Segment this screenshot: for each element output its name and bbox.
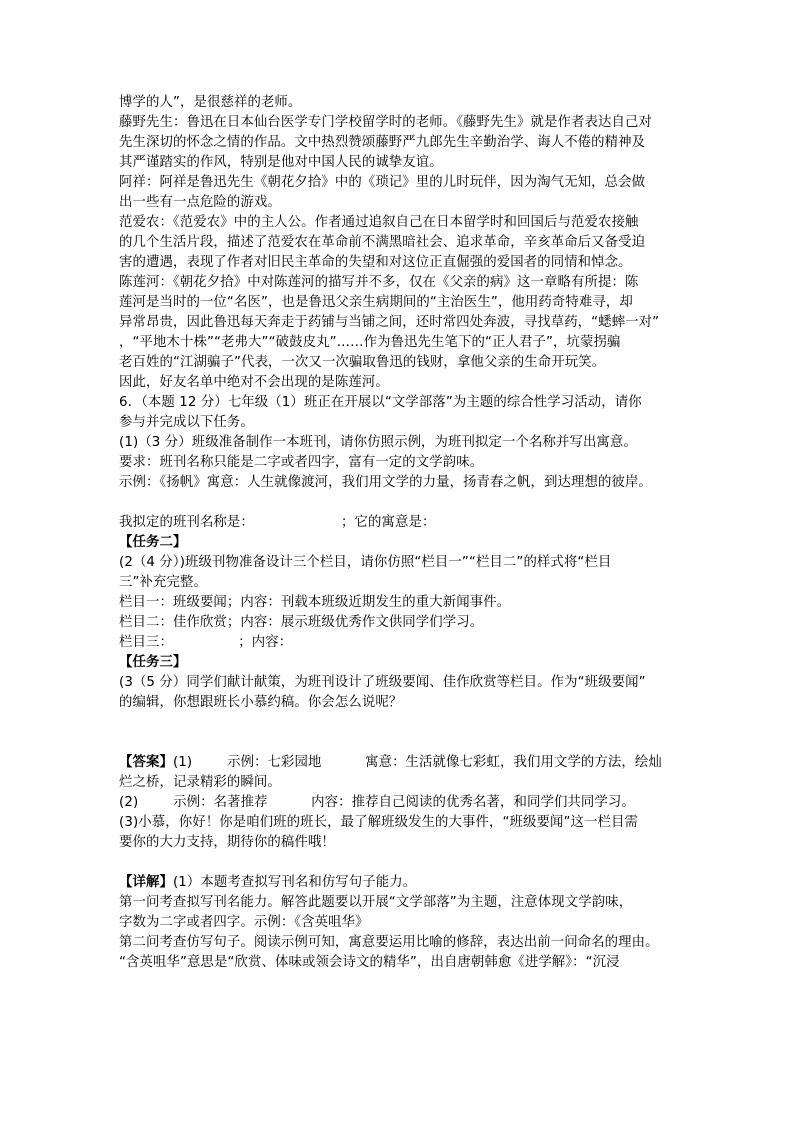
text-line: 其严谨踏实的作风，特别是他对中国人民的诚挚友谊。 xyxy=(119,155,443,170)
detail-label: 【详解】 xyxy=(119,875,173,890)
question-line: 三”补充完整。 xyxy=(119,575,207,590)
question-line: (3（5 分）同学们献计献策，为班刊设计了班级要闻、佳作欣赏等栏目。作为“班级要闻” xyxy=(119,675,646,690)
detail-line: “含英咀华”意思是“欣赏、体味或领会诗文的精华”，出自唐朝韩愈《进学解》：“沉浸 xyxy=(119,955,620,970)
spacer xyxy=(119,493,685,513)
text-line: 的几个生活片段，描述了范爱农在革命前不满黑暗社会、追求革命，辛亥革命后又备受迫 xyxy=(119,235,646,250)
text-line: 老百姓的“江湖骗子”代表，一次又一次骗取鲁迅的钱财，拿他父亲的生命开玩笑。 xyxy=(119,355,606,370)
answer-line xyxy=(119,753,685,773)
answer-text: (1) 示例：七彩园地 寓意：生活就像七彩虹，我们用文学的方法，绘灿 xyxy=(172,755,662,770)
question-line: 栏目二：佳作欣赏；内容：展示班级优秀作文供同学们学习。 xyxy=(119,615,484,630)
answer-blank-line: 栏目三： ；内容： xyxy=(119,635,293,650)
text-line: 异常昂贵，因此鲁迅每天奔走于药铺与当铺之间，还时常四处奔波，寻找草药，“蟋蟀一对” xyxy=(119,315,660,330)
text-line: 害的遭遇，表现了作者对旧民主革命的失望和对这位正直倔强的爱国者的同情和悼念。 xyxy=(119,255,632,270)
answer-line: 烂之桥，记录精彩的瞬间。 xyxy=(119,775,281,790)
text-line: 陈莲河：《朝花夕拾》中对陈莲河的描写并不多，仅在《父亲的病》这一章略有所提：陈 xyxy=(119,275,639,290)
task2-heading: 【任务二】 xyxy=(119,535,187,550)
text-line: 莲河是当时的一位“名医”，也是鲁迅父亲生病期间的“主治医生”，他用药奇特难寻，却 xyxy=(119,295,633,310)
detail-text: (1）本题考查拟写刊名和仿写句子能力。 xyxy=(172,875,417,890)
text-line: 阿祥：阿祥是鲁迅先生《朝花夕拾》中的《琐记》里的儿时玩伴，因为淘气无知，总会做 xyxy=(119,175,646,190)
question-line: 参与并完成以下任务。 xyxy=(119,415,254,430)
detail-line: 字数为二字或者四字。示例：《含英咀华》 xyxy=(119,915,369,930)
document-body xyxy=(119,93,685,973)
question-line: 栏目一：班级要闻；内容：刊载本班级近期发生的重大新闻事件。 xyxy=(119,595,511,610)
answer-line: (2) 示例：名著推荐 内容：推荐自己阅读的优秀名著，和同学们共同学习。 xyxy=(119,795,635,810)
text-line: 先生深切的怀念之情的作品。文中热烈赞颂藤野严九郎先生辛勤治学、诲人不倦的精神及 xyxy=(119,135,646,150)
answer-line: (3)小慕，你好！你是咱们班的班长，最了解班级发生的大事件，“班级要闻”这一栏目需 xyxy=(119,815,639,830)
question-line: 要求：班刊名称只能是二字或者四字，富有一定的文学韵味。 xyxy=(119,455,484,470)
question-line: 的编辑，你想跟班长小慕约稿。你会怎么说呢？ xyxy=(119,695,403,710)
spacer xyxy=(119,853,685,873)
text-line: 范爱农：《范爱农》中的主人公。作者通过追叙自己在日本留学时和回国后与范爱农接触 xyxy=(119,215,639,230)
text-line: 藤野先生：鲁迅在日本仙台医学专门学校留学时的老师。《藤野先生》就是作者表达自己对 xyxy=(119,115,652,130)
detail-line xyxy=(119,873,685,893)
question-line: (2（4 分）)班级刊物准备设计三个栏目，请你仿照“栏目一”“栏目二”的样式将“栏目 xyxy=(119,555,612,570)
answer-line: 要你的大力支持，期待你的稿件哦！ xyxy=(119,835,335,850)
text-line: 出一些有一点危险的游戏。 xyxy=(119,195,281,210)
question-line: 6．（本题 12 分）七年级（1）班正在开展以“文学部落”为主题的综合性学习活动，请你 xyxy=(119,395,642,410)
question-line: 示例：《扬帆》寓意：人生就像渡河，我们用文学的力量，扬青春之帆，到达理想的彼岸。 xyxy=(119,475,652,490)
answer-label: 【答案】 xyxy=(119,755,173,770)
question-line: (1)（3 分）班级准备制作一本班刊，请你仿照示例，为班刊拟定一个名称并写出寓意。 xyxy=(119,435,637,450)
task3-heading: 【任务三】 xyxy=(119,655,187,670)
answer-blank-line: 我拟定的班刊名称是： ；它的寓意是： xyxy=(119,515,436,530)
spacer xyxy=(119,713,685,753)
text-line: 博学的人”，是很慈祥的老师。 xyxy=(119,95,302,110)
text-line: 因此，好友名单中绝对不会出现的是陈莲河。 xyxy=(119,375,389,390)
text-line: ，“平地木十株”“老弗大”“破鼓皮丸”……作为鲁迅先生笔下的“正人君子”，坑蒙拐骗 xyxy=(119,335,621,350)
detail-line: 第一问考查拟写刊名能力。解答此题要以开展“文学部落”为主题，注意体现文学韵味， xyxy=(119,895,633,910)
detail-line: 第二问考查仿写句子。阅读示例可知，寓意要运用比喻的修辞，表达出前一问命名的理由。 xyxy=(119,935,659,950)
